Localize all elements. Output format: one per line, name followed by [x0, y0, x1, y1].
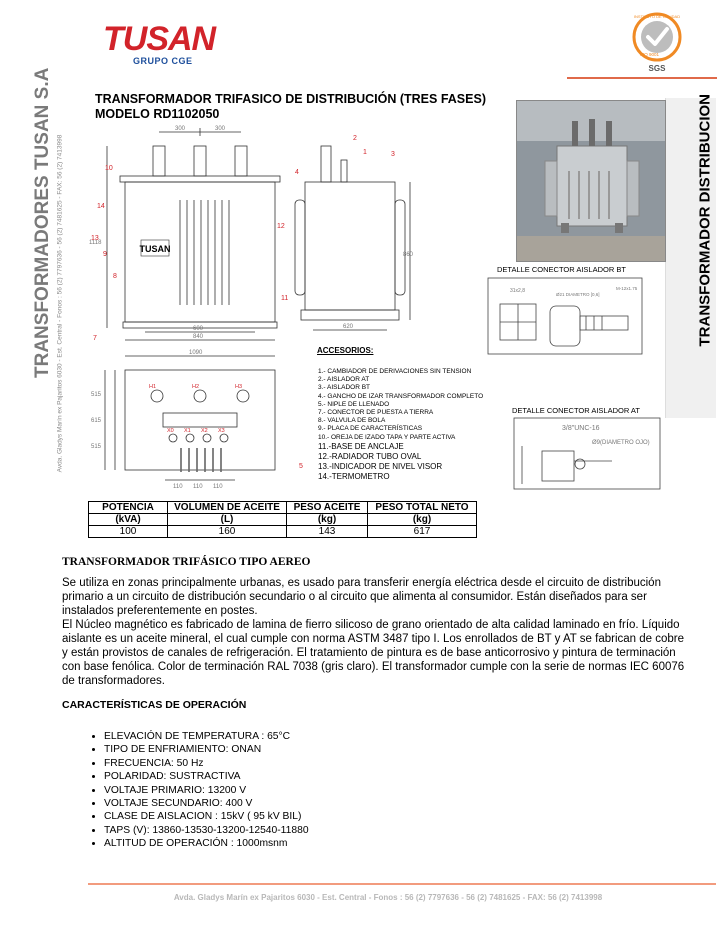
at-detail-caption: DETALLE CONECTOR AISLADOR AT	[512, 406, 640, 415]
dim-side-base: 620	[343, 324, 354, 330]
terminal-h1: H1	[149, 384, 157, 390]
company-logo: TUSAN	[103, 20, 216, 58]
dim-plan-left-1: 515	[91, 392, 102, 398]
description-paragraph: Se utiliza en zonas principalmente urbanas, es usado para transferir energía eléctrica desde el circuito de distribución primario a un circuito de distribución secundario o al circuito que alimenta al consumidor. Están diseñados para ser instalados preferentemente en postes.	[62, 577, 661, 617]
accessory-item: 5.- NIPLE DE LLENADO	[318, 400, 390, 408]
value-cell: 100	[89, 526, 168, 538]
sidebar-company-name: TRANSFORMADORES TUSAN S.A	[32, 67, 53, 378]
callout-1: 1	[363, 149, 367, 156]
callout-14: 14	[97, 203, 105, 210]
company-logo-subtitle: GRUPO CGE	[133, 56, 193, 66]
plan-bottom-3: 110	[213, 484, 223, 490]
callout-13: 13	[91, 235, 99, 242]
plan-bottom-1: 110	[173, 484, 183, 490]
header-divider	[567, 77, 717, 79]
value-cell: 143	[287, 526, 368, 538]
accessory-item: 11.-BASE DE ANCLAJE	[318, 441, 404, 451]
value-cell: 617	[368, 526, 477, 538]
characteristic-item: • ALTITUD DE OPERACIÓN : 1000msnm	[104, 837, 504, 850]
callout-2: 2	[353, 135, 357, 142]
terminal-x1: X1	[184, 428, 191, 434]
table-units-row	[89, 514, 477, 526]
accessory-item: 7.- CONECTOR DE PUESTA A TIERRA	[318, 409, 434, 417]
characteristic-item: • TIPO DE ENFRIAMIENTO: ONAN	[104, 743, 504, 756]
category-label: TRANSFORMADOR DISTRIBUCION	[696, 94, 714, 347]
header-cell: VOLUMEN DE ACEITE	[168, 502, 287, 514]
terminal-x3: X3	[218, 428, 225, 434]
accessories-list	[318, 368, 518, 483]
at-dim-2: Ø9(DIAMETRO OJO)	[592, 440, 650, 446]
dim-height: 1118	[89, 240, 102, 246]
accessory-item: 2.- AISLADOR AT	[318, 376, 370, 384]
characteristic-item: • VOLTAJE PRIMARIO: 13200 V	[104, 784, 504, 797]
bt-dim-3: M-12x1.75	[616, 286, 638, 291]
transformer-photo	[516, 100, 666, 262]
terminal-h2: H2	[192, 384, 200, 390]
description-title: TRANSFORMADOR TRIFÁSICO TIPO AEREO	[62, 556, 311, 568]
header-cell: POTENCIA	[89, 502, 168, 514]
unit-cell: (kg)	[368, 514, 477, 526]
characteristics-list	[86, 730, 504, 851]
characteristic-item: • TAPS (V): 13860-13530-13200-12540-11880	[104, 824, 504, 837]
badge-top-text: INSTITUTO DE CALIDAD	[633, 14, 681, 19]
accessory-item: 12.-RADIADOR TUBO OVAL	[318, 451, 422, 461]
value-cell: 160	[168, 526, 287, 538]
bt-detail-caption: DETALLE CONECTOR AISLADOR BT	[497, 265, 626, 274]
header-cell: PESO ACEITE	[287, 502, 368, 514]
callout-12: 12	[277, 223, 285, 230]
characteristic-item: • CLASE DE AISLACION : 15kV ( 95 kV BIL)	[104, 810, 504, 823]
table-header-row	[89, 502, 477, 514]
header-cell: PESO TOTAL NETO	[368, 502, 477, 514]
title-line-1: TRANSFORMADOR TRIFASICO DE DISTRIBUCIÓN (TRES FASES)	[95, 92, 486, 106]
callout-4: 4	[295, 169, 299, 176]
callout-5: 5	[299, 463, 303, 470]
terminal-h3: H3	[235, 384, 243, 390]
specifications-table	[88, 501, 477, 538]
accessory-item: 3.- AISLADOR BT	[318, 384, 371, 392]
at-dim-1: 3/8"UNC-16	[562, 425, 600, 432]
unit-cell: (kVA)	[89, 514, 168, 526]
accessory-item: 4.- GANCHO DE IZAR TRANSFORMADOR COMPLETO	[318, 392, 484, 400]
sidebar-address: Avda. Gladys Marín ex Pajaritos 6030 - Est. Central - Fonos : 56 (2) 7797636 - 56 (2) 7481625 - FAX: 56 (2) 7413998	[56, 134, 64, 473]
description-paragraph: El Núcleo magnético es fabricado de lamina de fierro silicoso de grano orientado de alta calidad laminado en frío. Líquido aislante es un aceite mineral, el cual cumple con norma ASTM 3487 tipo I. Los enrollados de BT y AT se fabrican de cobre y están provistos de canales de refrigeración. El tratamiento de pintura es de base anticorrosivo y pintura de terminación con base fenólica. Color de terminación RAL 7038 (gris claro). El transformador cumple con la serie de normas IEC 60076 de transformadores.	[62, 619, 685, 687]
characteristic-item: • VOLTAJE SECUNDARIO: 400 V	[104, 797, 504, 810]
dim-bottom-2: 840	[193, 334, 204, 340]
callout-10: 10	[105, 165, 113, 172]
characteristic-item: • ELEVACIÓN DE TEMPERATURA : 65°C	[104, 730, 504, 743]
badge-cert-text: ISO 9001	[640, 52, 660, 57]
bt-connector-drawing	[486, 276, 644, 356]
top-view-drawing	[85, 348, 310, 490]
callout-3: 3	[391, 151, 395, 158]
plate-label: TUSAN	[139, 244, 171, 254]
callout-8: 8	[113, 273, 117, 280]
footer-divider	[88, 883, 716, 885]
bt-dim-1: 31x2,8	[510, 288, 526, 294]
terminal-x2: X2	[201, 428, 208, 434]
callout-7: 7	[93, 335, 97, 342]
dim-top-2: 300	[215, 126, 226, 132]
dim-bottom-1: 600	[193, 326, 204, 332]
callout-9: 9	[103, 251, 107, 258]
accessories-title: ACCESORIOS:	[317, 346, 374, 355]
characteristic-item: • POLARIDAD: SUSTRACTIVA	[104, 770, 504, 783]
terminal-x0: X0	[167, 428, 174, 434]
document-title	[95, 92, 525, 122]
accessory-item: 13.-INDICADOR DE NIVEL VISOR	[318, 461, 443, 471]
title-line-2: MODELO RD1102050	[95, 107, 220, 121]
dim-plan-left-2: 615	[91, 418, 102, 424]
accessory-item: 9.- PLACA DE CARACTERÍSTICAS	[318, 425, 423, 433]
table-row	[89, 526, 477, 538]
dim-plan-left-3: 515	[91, 444, 102, 450]
accessory-item: 14.-TERMOMETRO	[318, 471, 390, 481]
badge-sgs-text: SGS	[648, 64, 666, 73]
sgs-certification-badge	[628, 10, 686, 74]
unit-cell: (kg)	[287, 514, 368, 526]
characteristics-title: CARACTERÍSTICAS DE OPERACIÓN	[62, 699, 247, 711]
dim-plan-width: 1090	[189, 350, 203, 356]
at-connector-drawing	[512, 416, 662, 491]
bt-dim-2: Ø21 DIAMETRO [0,6]	[556, 292, 600, 297]
unit-cell: (L)	[168, 514, 287, 526]
footer-address: Avda. Gladys Marín ex Pajaritos 6030 - Est. Central - Fonos : 56 (2) 7797636 - 56 (2) 7481625 - FAX: 56 (2) 7413998	[173, 893, 603, 902]
characteristic-item: • FRECUENCIA: 50 Hz	[104, 757, 504, 770]
front-side-view-drawing	[85, 120, 415, 345]
dim-side: 860	[403, 252, 414, 258]
description-body	[62, 576, 687, 688]
plan-bottom-2: 110	[193, 484, 203, 490]
dim-top-1: 300	[175, 126, 186, 132]
accessory-item: 8.- VALVULA DE BOLA	[318, 417, 386, 425]
accessory-item: 10.- OREJA DE IZADO TAPA Y PARTE ACTIVA	[318, 433, 456, 441]
accessory-item: 1.- CAMBIADOR DE DERIVACIONES SIN TENSION	[318, 368, 472, 375]
callout-11: 11	[281, 295, 289, 302]
